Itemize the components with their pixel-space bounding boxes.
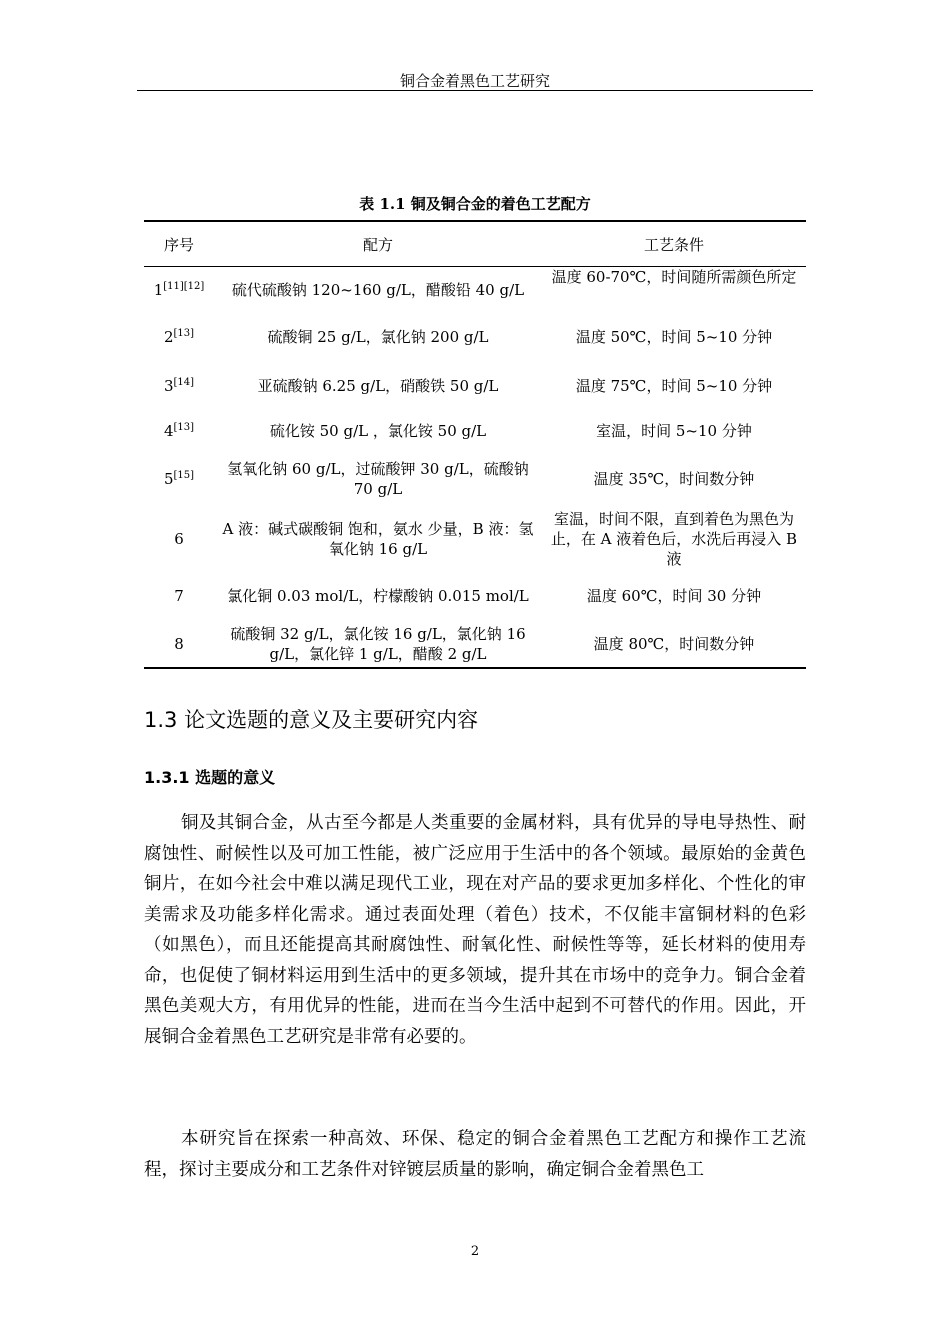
row-number: 5[15] [163, 470, 195, 488]
table-row [144, 571, 806, 621]
table-caption: 表 1.1 铜及铜合金的着色工艺配方 [359, 195, 591, 213]
row-number: 4[13] [163, 422, 195, 440]
condition-cell: 温度 50℃，时间 5~10 分钟 [575, 328, 773, 346]
citation-ref: [15] [173, 470, 195, 481]
section-heading: 1.3 论文选题的意义及主要研究内容 [144, 708, 479, 732]
formula-cell: 氯化铜 0.03 mol/L，柠檬酸钠 0.015 mol/L [227, 587, 529, 605]
body-paragraph: 本研究旨在探索一种高效、环保、稳定的铜合金着黑色工艺配方和操作工艺流程，探讨主要成分和工艺条件对锌镀层质量的影响，确定铜合金着黑色工 [144, 1129, 806, 1180]
running-header-title: 铜合金着黑色工艺研究 [399, 72, 550, 90]
formula-cell: 氢氧化钠 60 g/L，过硫酸钾 30 g/L，硫酸钠 70 g/L [227, 460, 529, 498]
table-row [144, 451, 806, 507]
condition-cell: 温度 75℃，时间 5~10 分钟 [575, 377, 773, 395]
page-number: 2 [470, 1244, 480, 1259]
table-row [144, 411, 806, 451]
row-number: 6 [174, 530, 184, 548]
condition-cell: 温度 35℃，时间数分钟 [593, 470, 755, 488]
condition-cell: 温度 60℃，时间 30 分钟 [586, 587, 762, 605]
table-row [144, 313, 806, 361]
header-divider [137, 90, 813, 91]
formula-cell: 硫代硫酸钠 120~160 g/L，醋酸铅 40 g/L [231, 281, 525, 299]
row-number: 8 [174, 635, 184, 653]
table-row [144, 361, 806, 411]
recipe-table [144, 220, 806, 669]
citation-ref: [13] [173, 422, 195, 433]
table-row [144, 507, 806, 571]
condition-cell: 温度 60-70℃，时间随所需颜色所定 [551, 268, 797, 286]
row-number: 7 [174, 587, 184, 605]
table-header-row [144, 221, 806, 267]
formula-cell: 硫化铵 50 g/L ，氯化铵 50 g/L [269, 422, 487, 440]
formula-cell: 亚硫酸钠 6.25 g/L，硝酸铁 50 g/L [257, 377, 499, 395]
formula-cell: 硫酸铜 25 g/L，氯化钠 200 g/L [267, 328, 489, 346]
condition-cell: 室温，时间不限，直到着色为黑色为止，在 A 液着色后，水洗后再浸入 B 液 [550, 510, 798, 568]
row-number: 1[11][12] [153, 281, 205, 299]
header-no: 序号 [163, 235, 194, 254]
condition-cell: 室温，时间 5~10 分钟 [596, 422, 752, 440]
row-number: 2[13] [163, 328, 195, 346]
table-row [144, 267, 806, 314]
table-row [144, 621, 806, 668]
formula-cell: A 液：碱式碳酸铜 饱和，氨水 少量，B 液：氢氧化钠 16 g/L [222, 520, 534, 558]
citation-ref: [13] [173, 328, 195, 339]
condition-cell: 温度 80℃，时间数分钟 [593, 635, 755, 653]
row-number: 3[14] [163, 377, 195, 395]
subsection-heading: 1.3.1 选题的意义 [144, 768, 276, 787]
citation-ref: [11][12] [163, 281, 205, 292]
body-paragraph: 铜及其铜合金，从古至今都是人类重要的金属材料，具有优异的导电导热性、耐腐蚀性、耐候性以及可加工性能，被广泛应用于生活中的各个领域。最原始的金黄色铜片，在如今社会中难以满足现代工业，现在对产品的要求更加多样化、个性化的审美需求及功能多样化需求。通过表面处理（着色）技术，不仅能丰富铜材料的色彩（如黑色），而且还能提高其耐腐蚀性、耐氧化性、耐候性等等，延长材料的使用寿命，也促使了铜材料运用到生活中的更多领域，提升其在市场中的竞争力。铜合金着黑色美观大方，有用优异的性能，进而在当今生活中起到不可替代的作用。因此，开展铜合金着黑色工艺研究是非常有必要的。 [144, 813, 806, 1047]
header-condition: 工艺条件 [643, 235, 704, 254]
formula-cell: 硫酸铜 32 g/L，氯化铵 16 g/L，氯化钠 16 g/L，氯化锌 1 g/L，醋酸 2 g/L [230, 625, 526, 663]
citation-ref: [14] [173, 377, 195, 388]
header-formula: 配方 [362, 235, 393, 254]
